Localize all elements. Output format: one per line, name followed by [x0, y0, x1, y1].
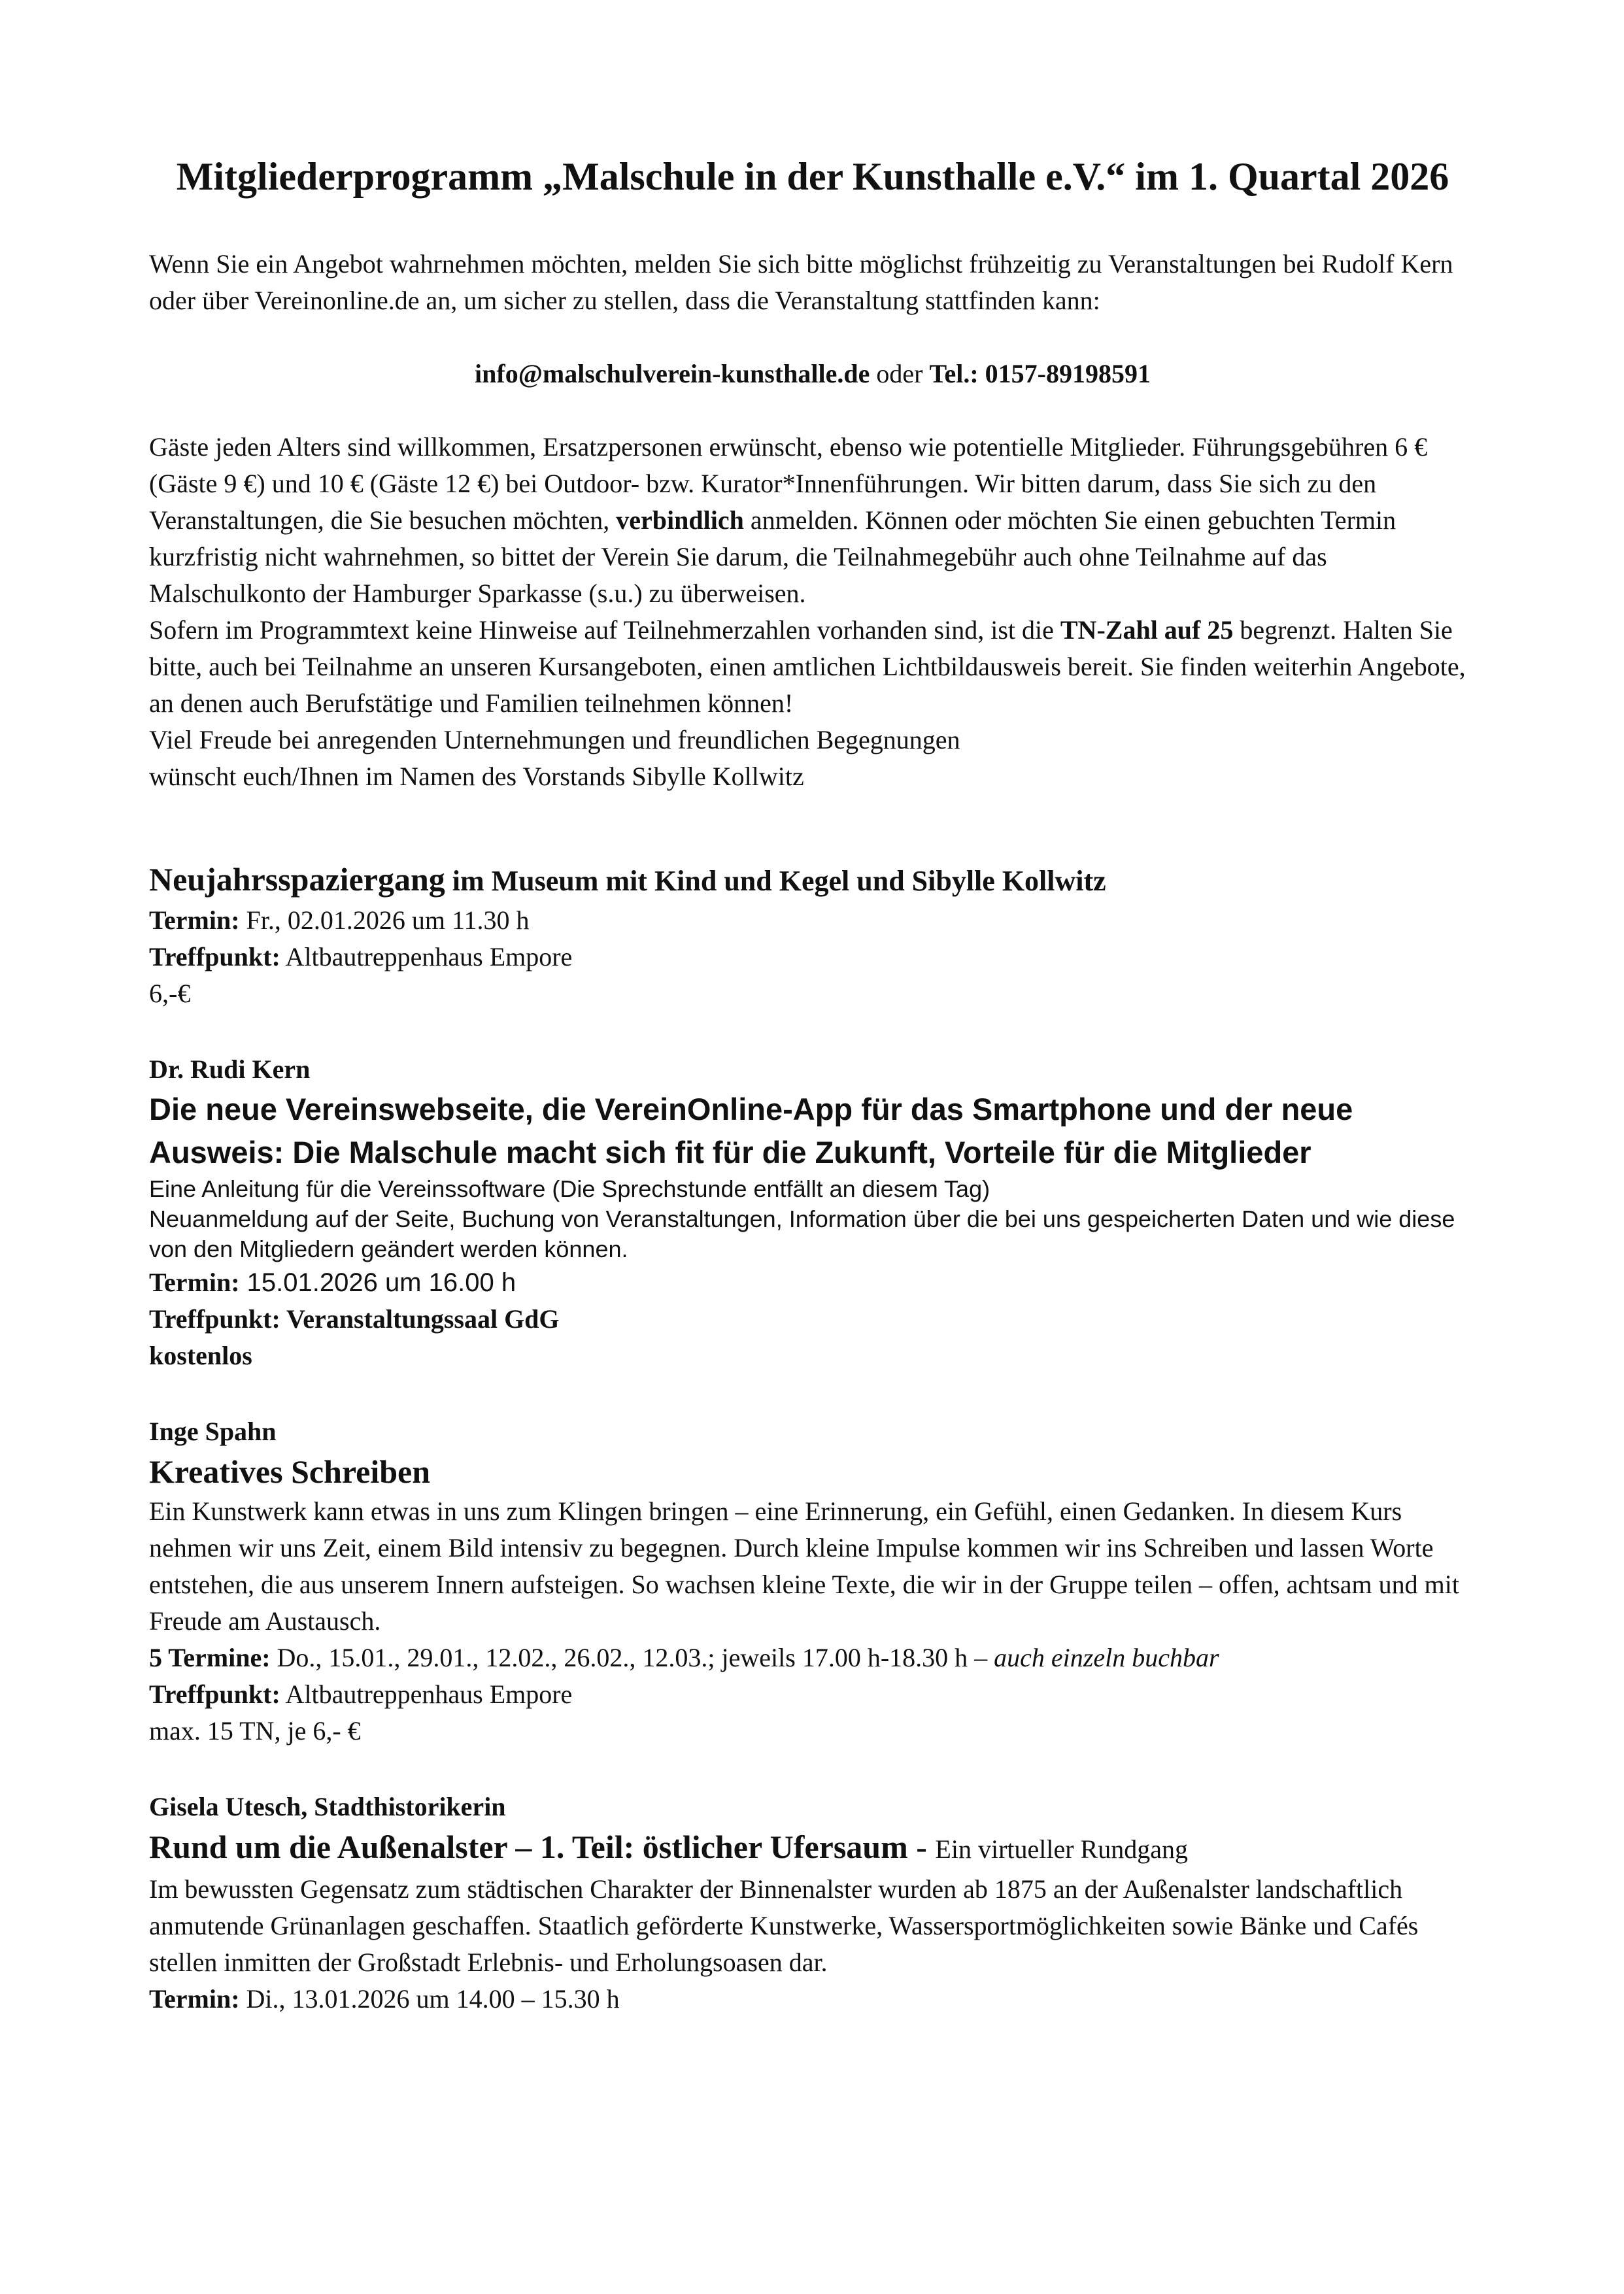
- contact-or: oder: [870, 359, 930, 388]
- event-price: max. 15 TN, je 6,- €: [149, 1716, 361, 1746]
- termin-value: Fr., 02.01.2026 um 11.30 h: [239, 905, 530, 935]
- info-text: anmelden. Können oder möchten Sie einen gebuchten Termin kurzfristig nicht wahrnehmen, so bittet der Verein Sie darum, die Teilnahmegebühr auch ohne Teilnahme auf das Malschulkonto der Hamburger Sparkasse (s.u.) zu überweisen.: [149, 505, 1396, 608]
- event-speaker: Gisela Utesch, Stadthistorikerin: [149, 1792, 506, 1821]
- termin-value: Do., 15.01., 29.01., 12.02., 26.02., 12.03.; jeweils 17.00 h-18.30 h –: [270, 1643, 994, 1672]
- termin-value: Di., 13.01.2026 um 14.00 – 15.30 h: [239, 1984, 620, 2014]
- event-description-2: Neuanmeldung auf der Seite, Buchung von Veranstaltungen, Information über die bei uns gespeicherten Daten und wie diese von den Mitgliedern geändert werden können.: [149, 1206, 1455, 1262]
- treffpunkt-label: Treffpunkt:: [149, 1679, 280, 1709]
- event-aussenalster: [149, 1789, 1476, 2017]
- event-description-1: Eine Anleitung für die Vereinssoftware (Die Sprechstunde entfällt an diesem Tag): [149, 1175, 990, 1202]
- info-text: begrenzt. Halten Sie bitte, auch bei Teilnahme an unseren Kursangeboten, einen amtlichen Lichtbildausweis bereit. Sie finden weiterhin Angebote, an denen auch Berufstätige und Familien teilnehmen können!: [149, 615, 1466, 718]
- event-speaker: Inge Spahn: [149, 1417, 277, 1446]
- contact-email[interactable]: info@malschulverein-kunsthalle.de: [475, 359, 870, 388]
- treffpunkt-value: Altbautreppenhaus Empore: [280, 1679, 573, 1709]
- event-title-rest: Ein virtueller Rundgang: [935, 1834, 1188, 1864]
- document-content: [149, 150, 1476, 2017]
- termin-note: auch einzeln buchbar: [994, 1643, 1219, 1672]
- treffpunkt-label: Treffpunkt:: [149, 942, 280, 971]
- termin-label: Termin:: [149, 1984, 240, 2014]
- event-title: Die neue Vereinswebseite, die VereinOnline-App für das Smartphone und der neue Ausweis: Die Malschule macht sich fit für die Zukunft, Vorteile für die Mitglieder: [149, 1092, 1353, 1170]
- event-treffpunkt: [149, 1676, 1476, 1713]
- info-paragraph-4: wünscht euch/Ihnen im Namen des Vorstands Sibylle Kollwitz: [149, 762, 804, 791]
- event-title: Kreatives Schreiben: [149, 1453, 431, 1490]
- event-description: Ein Kunstwerk kann etwas in uns zum Klingen bringen – eine Erinnerung, ein Gefühl, einen Gedanken. In diesem Kurs nehmen wir uns Zeit, einem Bild intensiv zu begegnen. Durch kleine Impulse kommen wir ins Schreiben und lassen Worte entstehen, die aus unserem Innern aufsteigen. So wachsen kleine Texte, die wir in der Gruppe teilen – offen, achtsam und mit Freude am Austausch.: [149, 1496, 1460, 1636]
- event-price: kostenlos: [149, 1341, 252, 1370]
- event-vereinswebseite: [149, 1051, 1476, 1374]
- event-kreatives-schreiben: [149, 1413, 1476, 1749]
- event-title-main: Neujahrsspaziergang: [149, 861, 445, 898]
- info-emphasis: TN-Zahl auf 25: [1060, 615, 1234, 645]
- termin-label: 5 Termine:: [149, 1643, 271, 1672]
- info-paragraph-2: [149, 612, 1476, 722]
- event-termin: [149, 902, 1476, 939]
- event-price: 6,-€: [149, 979, 191, 1008]
- treffpunkt-value: Altbautreppenhaus Empore: [280, 942, 573, 971]
- event-termin: [149, 1981, 1476, 2017]
- contact-tel-label: Tel.:: [929, 359, 979, 388]
- info-text: Sofern im Programmtext keine Hinweise auf Teilnehmerzahlen vorhanden sind, ist die: [149, 615, 1060, 645]
- contact-tel[interactable]: 0157-89198591: [978, 359, 1151, 388]
- info-emphasis: verbindlich: [616, 505, 744, 535]
- event-title: [149, 858, 1476, 902]
- event-title: [149, 1825, 1476, 1871]
- event-treffpunkt: Treffpunkt: Veranstaltungssaal GdG: [149, 1304, 560, 1334]
- event-termin: [149, 1264, 1476, 1301]
- contact-line: [149, 356, 1476, 392]
- termin-label: Termin:: [149, 1268, 240, 1297]
- intro-paragraph: Wenn Sie ein Angebot wahrnehmen möchten, melden Sie sich bitte möglichst frühzeitig zu Veranstaltungen bei Rudolf Kern oder über Vereinonline.de an, um sicher zu stellen, dass die Veranstaltung stattfinden kann:: [149, 249, 1453, 315]
- event-title-rest: im Museum mit Kind und Kegel und Sibylle Kollwitz: [445, 865, 1106, 897]
- event-treffpunkt: [149, 939, 1476, 975]
- event-neujahrsspaziergang: [149, 858, 1476, 1012]
- termin-label: Termin:: [149, 905, 240, 935]
- page-title: Mitgliederprogramm „Malschule in der Kunsthalle e.V.“ im 1. Quartal 2026: [176, 155, 1449, 198]
- event-description: Im bewussten Gegensatz zum städtischen Charakter der Binnenalster wurden ab 1875 an der Außenalster landschaftlich anmutende Grünanlagen geschaffen. Staatlich geförderte Kunstwerke, Wassersportmöglichkeiten sowie Bänke und Cafés stellen inmitten der Großstadt Erlebnis- und Erholungsoasen dar.: [149, 1874, 1419, 1977]
- event-termin: [149, 1640, 1476, 1676]
- event-title-main: Rund um die Außenalster – 1. Teil: östlicher Ufersaum -: [149, 1829, 936, 1865]
- info-paragraph-3: Viel Freude bei anregenden Unternehmungen und freundlichen Begegnungen: [149, 725, 960, 754]
- info-paragraph-1: [149, 429, 1476, 612]
- event-speaker: Dr. Rudi Kern: [149, 1054, 311, 1084]
- termin-value: 15.01.2026 um 16.00 h: [239, 1268, 516, 1297]
- info-text: Gäste jeden Alters sind willkommen, Ersatzpersonen erwünscht, ebenso wie potentielle Mitglieder. Führungsgebühren 6 € (Gäste 9 €) und 10 € (Gäste 12 €) bei Outdoor- bzw. Kurator*Innenführungen. Wir bitten darum, dass Sie sich zu den Veranstaltungen, die Sie besuchen möchten,: [149, 432, 1428, 535]
